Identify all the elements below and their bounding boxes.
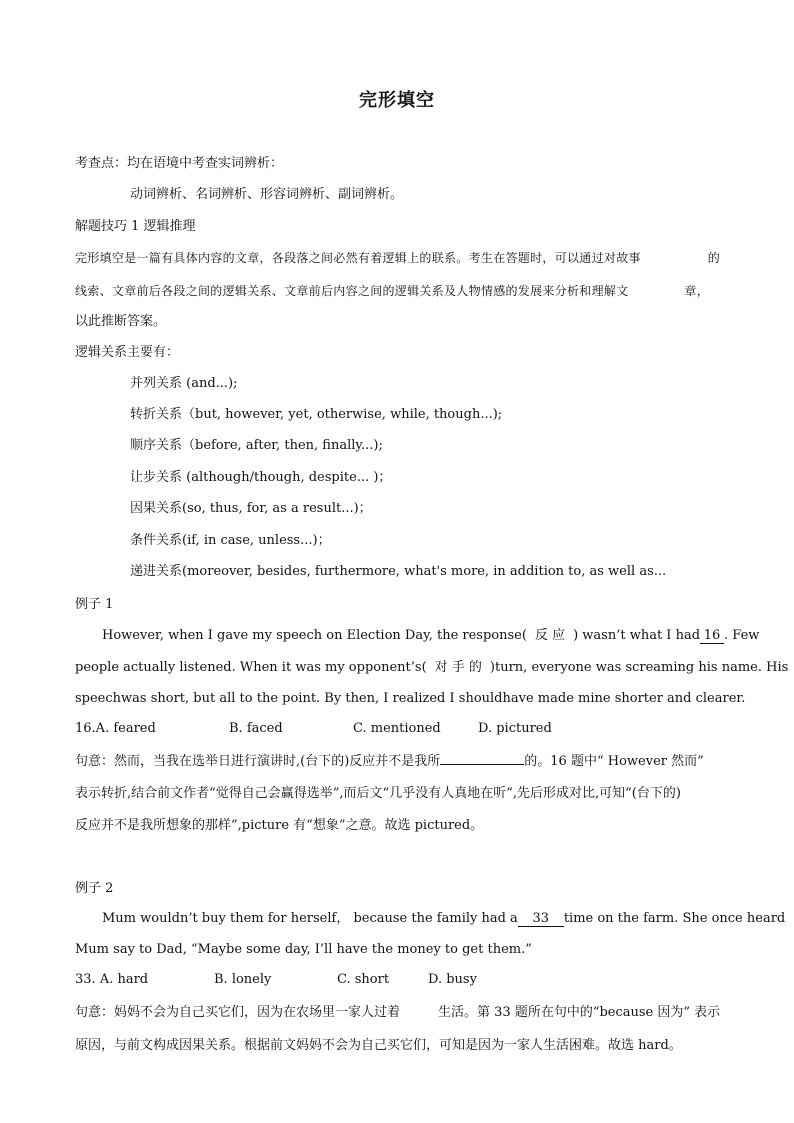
explanation-blank — [440, 764, 524, 765]
exam-point-detail: 动词辨析、名词辨析、形容词辨析、副词辨析。 — [130, 187, 404, 202]
relation-item: 递进关系(moreover, besides, furthermore, what's more, in addition to, as well as... — [130, 564, 667, 579]
explanation-text: 句意：然而，当我在选举日进行演讲时,(台下的)反应并不是我所 — [75, 754, 441, 769]
skill-heading: 解题技巧 1 逻辑推理 — [75, 219, 196, 234]
option-b: B. lonely — [214, 972, 272, 987]
example-1-passage-line-1 — [102, 627, 759, 645]
relation-item: 让步关系 (although/though, despite... )； — [130, 470, 392, 485]
example-1-explanation-line-2: 表示转折,结合前文作者“觉得自己会赢得选举”,而后文“几乎没有人真地在听”,先后形成对比,可知“(台下的) — [75, 786, 681, 801]
option-d: D. pictured — [478, 721, 552, 736]
relation-item: 并列关系 (and...); — [130, 376, 238, 391]
example-1-explanation-line-1 — [75, 753, 704, 771]
option-d: D. busy — [428, 972, 477, 987]
example-1-passage-line-2 — [75, 659, 788, 677]
example-2-passage-line-2: Mum say to Dad, “Maybe some day, I’ll have the money to get them.” — [75, 942, 532, 957]
explanation-text: 的。16 题中“ However 然而” — [524, 754, 704, 769]
passage-text: time on the farm. She once heard — [563, 911, 786, 926]
relation-item: 顺序关系（before, after, then, finally...); — [130, 438, 383, 453]
gloss-note: 反 应 — [534, 628, 566, 643]
example-2-explanation-line-1 — [75, 1004, 720, 1022]
option-b: B. faced — [229, 721, 283, 736]
exam-point-label: 考查点：均在语境中考查实词辨析： — [75, 156, 284, 171]
option-a: 33. A. hard — [75, 972, 149, 987]
skill-paragraph-line-1 — [75, 249, 720, 267]
skill-paragraph-line-2 — [75, 282, 709, 300]
skill-paragraph-line-3: 以此推断答案。 — [75, 314, 167, 329]
example-2-passage-line-1 — [102, 910, 785, 928]
example-1-label: 例子 1 — [75, 597, 114, 612]
answer-blank-16: 16 — [700, 628, 724, 644]
option-c: C. short — [337, 972, 390, 987]
explanation-text: 生活。第 33 题所在句中的“because 因为” 表示 — [438, 1005, 721, 1020]
relations-heading: 逻辑关系主要有： — [75, 345, 180, 360]
skill-paragraph-line-1-end: 的 — [707, 251, 720, 265]
answer-blank-33: 33 — [518, 911, 564, 927]
example-1-explanation-line-3: 反应并不是我所想象的那样”,picture 有“想象”之意。故选 pictured。 — [75, 818, 484, 833]
passage-text: ) wasn’t what I had — [573, 628, 701, 643]
skill-paragraph-line-2-end: 章， — [684, 284, 709, 298]
relation-item: 转折关系（but, however, yet, otherwise, while, though...); — [130, 407, 503, 422]
gloss-note: 对 手 的 — [434, 660, 482, 675]
passage-text: Mum wouldn’t buy them for herself， because the family had a — [102, 911, 518, 926]
page-title: 完形填空 — [359, 90, 435, 111]
example-2-label: 例子 2 — [75, 881, 114, 896]
passage-text: people actually listened. When it was my opponent’s( — [75, 660, 427, 675]
skill-paragraph-line-2-text: 线索、文章前后各段之间的逻辑关系、文章前后内容之间的逻辑关系及人物情感的发展来分析和理解文 — [75, 284, 629, 298]
example-1-passage-line-3: speechwas short, but all to the point. By then, I realized I shouldhave made mine shorter and clearer. — [75, 691, 746, 706]
option-a: 16.A. feared — [75, 721, 156, 736]
example-2-explanation-line-2: 原因，与前文构成因果关系。根据前文妈妈不会为自己买它们，可知是因为一家人生活困难。故选 hard。 — [75, 1038, 682, 1053]
passage-text: However, when I gave my speech on Election Day, the response( — [102, 628, 527, 643]
explanation-text: 句意：妈妈不会为自己买它们，因为在农场里一家人过着 — [75, 1005, 401, 1020]
relation-item: 条件关系(if, in case, unless...)； — [130, 533, 331, 548]
passage-text: . Few — [724, 628, 760, 643]
skill-paragraph-line-1-text: 完形填空是一篇有具体内容的文章，各段落之间必然有着逻辑上的联系。考生在答题时，可以通过对故事 — [75, 251, 641, 265]
passage-text: )turn, everyone was screaming his name. His — [489, 660, 789, 675]
relation-item: 因果关系(so, thus, for, as a result...)； — [130, 501, 372, 516]
option-c: C. mentioned — [353, 721, 441, 736]
